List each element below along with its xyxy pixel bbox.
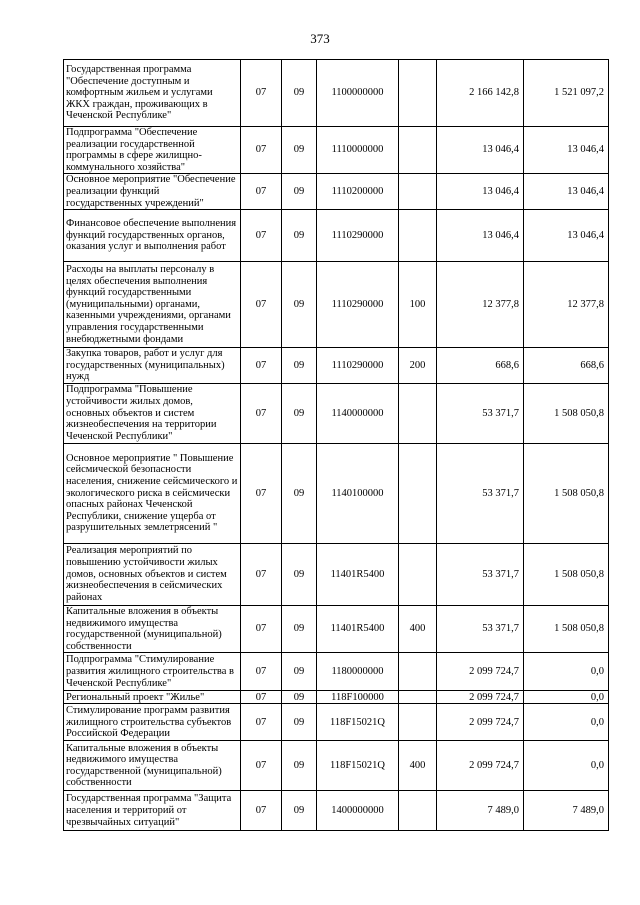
target-article-cell: 1140100000 bbox=[317, 443, 399, 543]
subsection-code-cell: 09 bbox=[282, 262, 317, 348]
amount-year1-cell: 12 377,8 bbox=[437, 262, 524, 348]
row-name-cell: Подпрограмма "Обеспечение реализации государственной программы в сфере жилищно-коммунального хозяйства" bbox=[64, 127, 241, 174]
amount-year1-cell: 13 046,4 bbox=[437, 210, 524, 262]
expense-type-cell bbox=[399, 383, 437, 443]
subsection-code-cell: 09 bbox=[282, 174, 317, 210]
subsection-code-cell: 09 bbox=[282, 704, 317, 741]
expense-type-cell bbox=[399, 127, 437, 174]
section-code-cell: 07 bbox=[241, 262, 282, 348]
amount-year2-cell: 1 508 050,8 bbox=[524, 383, 609, 443]
amount-year2-cell: 7 489,0 bbox=[524, 791, 609, 831]
subsection-code-cell: 09 bbox=[282, 127, 317, 174]
subsection-code-cell: 09 bbox=[282, 210, 317, 262]
target-article-cell: 1110290000 bbox=[317, 210, 399, 262]
section-code-cell: 07 bbox=[241, 791, 282, 831]
expense-type-cell: 200 bbox=[399, 348, 437, 384]
amount-year2-cell: 1 521 097,2 bbox=[524, 60, 609, 127]
amount-year2-cell: 668,6 bbox=[524, 348, 609, 384]
section-code-cell: 07 bbox=[241, 60, 282, 127]
amount-year2-cell: 1 508 050,8 bbox=[524, 543, 609, 605]
subsection-code-cell: 09 bbox=[282, 443, 317, 543]
section-code-cell: 07 bbox=[241, 174, 282, 210]
amount-year1-cell: 53 371,7 bbox=[437, 605, 524, 652]
section-code-cell: 07 bbox=[241, 443, 282, 543]
target-article-cell: 1110290000 bbox=[317, 348, 399, 384]
amount-year1-cell: 53 371,7 bbox=[437, 383, 524, 443]
row-name-cell: Реализация мероприятий по повышению устойчивости жилых домов, основных объектов и систем жизнеобеспечения в сейсмических районах bbox=[64, 543, 241, 605]
target-article-cell: 1400000000 bbox=[317, 791, 399, 831]
amount-year2-cell: 0,0 bbox=[524, 653, 609, 691]
amount-year2-cell: 12 377,8 bbox=[524, 262, 609, 348]
expense-type-cell bbox=[399, 691, 437, 704]
section-code-cell: 07 bbox=[241, 543, 282, 605]
amount-year2-cell: 13 046,4 bbox=[524, 210, 609, 262]
subsection-code-cell: 09 bbox=[282, 605, 317, 652]
subsection-code-cell: 09 bbox=[282, 691, 317, 704]
table-row bbox=[64, 348, 609, 384]
page-number: 373 bbox=[310, 31, 330, 46]
table-row bbox=[64, 741, 609, 791]
target-article-cell: 118F15021Q bbox=[317, 704, 399, 741]
target-article-cell: 118F100000 bbox=[317, 691, 399, 704]
expense-type-cell bbox=[399, 210, 437, 262]
section-code-cell: 07 bbox=[241, 127, 282, 174]
amount-year1-cell: 53 371,7 bbox=[437, 543, 524, 605]
section-code-cell: 07 bbox=[241, 741, 282, 791]
table-row bbox=[64, 704, 609, 741]
section-code-cell: 07 bbox=[241, 653, 282, 691]
table-row bbox=[64, 443, 609, 543]
amount-year1-cell: 2 166 142,8 bbox=[437, 60, 524, 127]
amount-year2-cell: 13 046,4 bbox=[524, 127, 609, 174]
section-code-cell: 07 bbox=[241, 383, 282, 443]
expense-type-cell: 100 bbox=[399, 262, 437, 348]
expense-type-cell bbox=[399, 543, 437, 605]
subsection-code-cell: 09 bbox=[282, 60, 317, 127]
table-row bbox=[64, 174, 609, 210]
target-article-cell: 1110000000 bbox=[317, 127, 399, 174]
subsection-code-cell: 09 bbox=[282, 543, 317, 605]
target-article-cell: 11401R5400 bbox=[317, 605, 399, 652]
budget-table bbox=[63, 59, 609, 831]
amount-year1-cell: 2 099 724,7 bbox=[437, 704, 524, 741]
row-name-cell: Подпрограмма "Стимулирование развития жилищного строительства в Чеченской Республике" bbox=[64, 653, 241, 691]
amount-year1-cell: 2 099 724,7 bbox=[437, 653, 524, 691]
row-name-cell: Основное мероприятие " Повышение сейсмической безопасности населения, снижение сейсмического и экологического риска в сейсмически опасных районах Чеченской Республики, снижение ущерба от разрушительных землетрясений " bbox=[64, 443, 241, 543]
expense-type-cell bbox=[399, 791, 437, 831]
row-name-cell: Капитальные вложения в объекты недвижимого имущества государственной (муниципальной) собственности bbox=[64, 605, 241, 652]
amount-year1-cell: 2 099 724,7 bbox=[437, 691, 524, 704]
table-row bbox=[64, 383, 609, 443]
subsection-code-cell: 09 bbox=[282, 383, 317, 443]
table-row bbox=[64, 127, 609, 174]
row-name-cell: Закупка товаров, работ и услуг для государственных (муниципальных) нужд bbox=[64, 348, 241, 384]
amount-year2-cell: 1 508 050,8 bbox=[524, 605, 609, 652]
table-row bbox=[64, 543, 609, 605]
row-name-cell: Капитальные вложения в объекты недвижимого имущества государственной (муниципальной) собственности bbox=[64, 741, 241, 791]
target-article-cell: 1110200000 bbox=[317, 174, 399, 210]
target-article-cell: 11401R5400 bbox=[317, 543, 399, 605]
subsection-code-cell: 09 bbox=[282, 348, 317, 384]
amount-year1-cell: 13 046,4 bbox=[437, 127, 524, 174]
expense-type-cell bbox=[399, 704, 437, 741]
section-code-cell: 07 bbox=[241, 605, 282, 652]
expense-type-cell: 400 bbox=[399, 741, 437, 791]
expense-type-cell: 400 bbox=[399, 605, 437, 652]
amount-year2-cell: 13 046,4 bbox=[524, 174, 609, 210]
table-row bbox=[64, 60, 609, 127]
expense-type-cell bbox=[399, 174, 437, 210]
amount-year2-cell: 0,0 bbox=[524, 691, 609, 704]
expense-type-cell bbox=[399, 443, 437, 543]
amount-year1-cell: 7 489,0 bbox=[437, 791, 524, 831]
subsection-code-cell: 09 bbox=[282, 741, 317, 791]
row-name-cell: Государственная программа "Обеспечение доступным и комфортным жильем и услугами ЖКХ граждан, проживающих в Чеченской Республике" bbox=[64, 60, 241, 127]
target-article-cell: 1100000000 bbox=[317, 60, 399, 127]
table-row bbox=[64, 653, 609, 691]
expense-type-cell bbox=[399, 60, 437, 127]
amount-year2-cell: 1 508 050,8 bbox=[524, 443, 609, 543]
amount-year1-cell: 13 046,4 bbox=[437, 174, 524, 210]
section-code-cell: 07 bbox=[241, 210, 282, 262]
amount-year1-cell: 2 099 724,7 bbox=[437, 741, 524, 791]
target-article-cell: 1180000000 bbox=[317, 653, 399, 691]
amount-year1-cell: 668,6 bbox=[437, 348, 524, 384]
target-article-cell: 1140000000 bbox=[317, 383, 399, 443]
subsection-code-cell: 09 bbox=[282, 791, 317, 831]
target-article-cell: 118F15021Q bbox=[317, 741, 399, 791]
section-code-cell: 07 bbox=[241, 348, 282, 384]
row-name-cell: Финансовое обеспечение выполнения функций государственных органов, оказания услуг и выполнения работ bbox=[64, 210, 241, 262]
section-code-cell: 07 bbox=[241, 691, 282, 704]
target-article-cell: 1110290000 bbox=[317, 262, 399, 348]
table-row bbox=[64, 791, 609, 831]
table-row bbox=[64, 691, 609, 704]
row-name-cell: Расходы на выплаты персоналу в целях обеспечения выполнения функций государственными (муниципальными) органами, казенными учреждениями, органами управления государственными внебюджетными фондами bbox=[64, 262, 241, 348]
row-name-cell: Стимулирование программ развития жилищного строительства субъектов Российской Федерации bbox=[64, 704, 241, 741]
amount-year1-cell: 53 371,7 bbox=[437, 443, 524, 543]
row-name-cell: Государственная программа "Защита населения и территорий от чрезвычайных ситуаций" bbox=[64, 791, 241, 831]
table-row bbox=[64, 605, 609, 652]
subsection-code-cell: 09 bbox=[282, 653, 317, 691]
row-name-cell: Основное мероприятие "Обеспечение реализации функций государственных учреждений" bbox=[64, 174, 241, 210]
expense-type-cell bbox=[399, 653, 437, 691]
amount-year2-cell: 0,0 bbox=[524, 704, 609, 741]
section-code-cell: 07 bbox=[241, 704, 282, 741]
amount-year2-cell: 0,0 bbox=[524, 741, 609, 791]
row-name-cell: Подпрограмма "Повышение устойчивости жилых домов, основных объектов и систем жизнеобеспечения на территории Чеченской Республики" bbox=[64, 383, 241, 443]
row-name-cell: Региональный проект "Жилье" bbox=[64, 691, 241, 704]
table-row bbox=[64, 262, 609, 348]
table-row bbox=[64, 210, 609, 262]
